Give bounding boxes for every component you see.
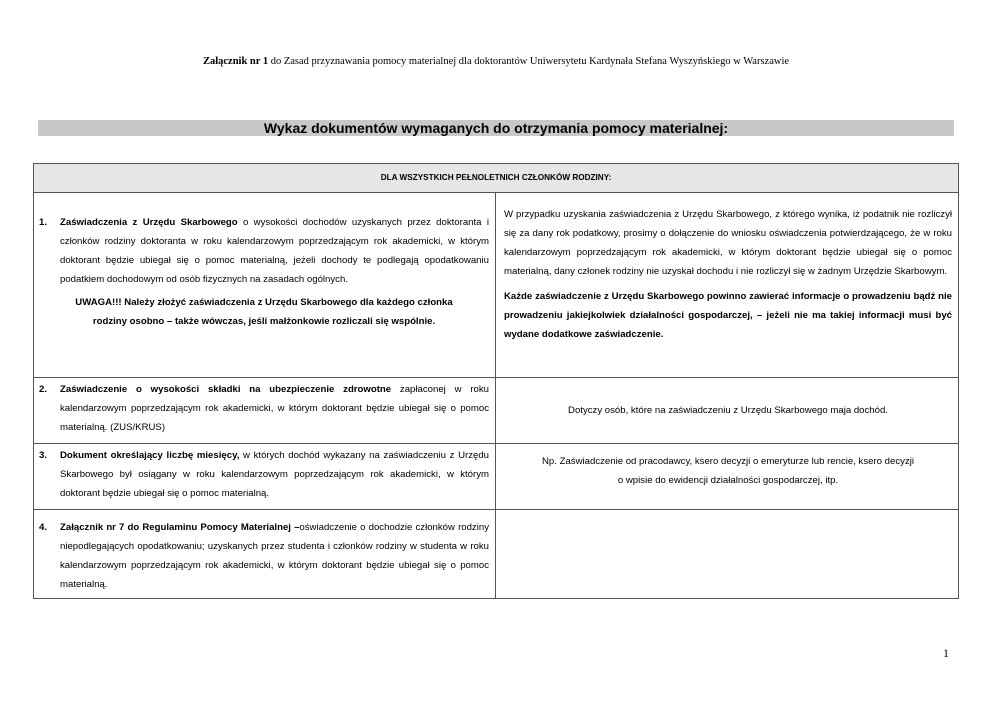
left-cell bbox=[34, 193, 496, 378]
table-row bbox=[34, 378, 959, 444]
list-item bbox=[39, 446, 489, 503]
item-body-text: oświadczenie o dochodzie członków rodziny niepodlegających opodatkowaniu; uzyskanych przez studenta i członków rodziny w studenta w roku kalendarzowym poprzedzającym rok akademicki, w którym doktorant będzie ubiegał się o pomoc materialną. bbox=[60, 522, 489, 590]
right-cell bbox=[496, 444, 959, 510]
table-row bbox=[34, 444, 959, 510]
list-item bbox=[39, 380, 489, 437]
right-line-2: o wpisie do ewidencji działalności gospodarczej, itp. bbox=[617, 475, 839, 486]
list-item bbox=[39, 213, 489, 289]
item-text bbox=[60, 518, 489, 594]
item-body-text: w których dochód wykazany na zaświadczeniu z Urzędu Skarbowego był osiągany w roku kalendarzowym poprzedzającym rok akademicki, w którym doktorant będzie ubiegał się o pomoc materialną. bbox=[60, 450, 489, 499]
item-body-text: zapłaconej w roku kalendarzowym poprzedzającym rok akademicki, w którym doktorant będzie ubiegał się o pomoc materialną. (ZUS/KRUS) bbox=[60, 384, 489, 433]
item-bold-text: Zaświadczenia z Urzędu Skarbowego bbox=[60, 217, 238, 228]
right-note: Każde zaświadczenie z Urzędu Skarbowego powinno zawierać informacje o prowadzeniu bądź nie prowadzeniu jakiejkolwiek działalności gospodarczej, – jeżeli nie ma takiej informacji musi być wydane dodatkowe zaświadczenie. bbox=[504, 291, 953, 340]
section-header-row bbox=[34, 164, 959, 193]
right-cell: Dotyczy osób, które na zaświadczeniu z Urzędu Skarbowego maja dochód. bbox=[496, 378, 959, 444]
right-line-1: Np. Zaświadczenie od pracodawcy, ksero decyzji o emeryturze lub rencie, ksero decyzji bbox=[542, 456, 915, 467]
header-bold: Załącznik nr 1 bbox=[202, 56, 269, 67]
documents-table bbox=[33, 163, 959, 599]
item-number: 2. bbox=[39, 384, 48, 395]
section-header: DLA WSZYSTKICH PEŁNOLETNICH CZŁONKÓW RODZINY: bbox=[34, 164, 959, 193]
left-cell bbox=[34, 378, 496, 444]
item-text bbox=[60, 380, 489, 437]
table-row bbox=[34, 193, 959, 378]
item-number: 1. bbox=[39, 217, 48, 228]
item-number: 3. bbox=[39, 450, 48, 461]
item-bold-text: Dokument określający liczbę miesięcy, bbox=[60, 450, 240, 461]
table-row bbox=[34, 510, 959, 599]
item-body-text: o wysokości dochodów uzyskanych przez doktoranta i członków rodziny doktoranta w roku kalendarzowym poprzedzającym rok akademicki, w którym doktorant będzie ubiegał się o pomoc materialną, jeżeli dochody te podlegają opodatkowaniu podatkiem dochodowym od osób fizycznych na zasadach ogólnych. bbox=[60, 217, 489, 285]
header-text: do Zasad przyznawania pomocy materialnej dla doktorantów Uniwersytetu Kardynała Stefana Wyszyńskiego w Warszawie bbox=[268, 56, 790, 67]
right-cell-empty bbox=[496, 510, 959, 599]
item-bold-text: Zaświadczenie o wysokości składki na ubezpieczenie zdrowotne bbox=[60, 384, 392, 395]
item-bold-text: Załącznik nr 7 do Regulaminu Pomocy Materialnej – bbox=[60, 522, 300, 533]
document-header bbox=[0, 56, 992, 67]
right-cell bbox=[496, 193, 959, 378]
warning-note: UWAGA!!! Należy złożyć zaświadczenia z Urzędu Skarbowego dla każdego członka rodziny osobno – także wówczas, jeśli małżonkowie rozliczali się wspólnie. bbox=[75, 297, 453, 327]
right-text: W przypadku uzyskania zaświadczenia z Urzędu Skarbowego, z którego wynika, iż podatnik nie rozliczył się za dany rok podatkowy, prosimy o dołączenie do wniosku oświadczenia potwierdzającego, że w roku kalendarzowym poprzedzającym rok akademicki, w którym doktorant będzie ubiegał się o pomoc materialną, dany członek rodziny nie uzyskał dochodu i nie rozliczył się w żadnym Urzędzie Skarbowym. bbox=[504, 209, 953, 277]
item-number: 4. bbox=[39, 522, 48, 533]
left-cell bbox=[34, 444, 496, 510]
left-cell bbox=[34, 510, 496, 599]
page-number: 1 bbox=[943, 646, 949, 660]
document-title: Wykaz dokumentów wymaganych do otrzymania pomocy materialnej: bbox=[38, 120, 954, 136]
item-text bbox=[60, 446, 489, 503]
item-text bbox=[60, 213, 489, 289]
list-item bbox=[39, 518, 489, 594]
